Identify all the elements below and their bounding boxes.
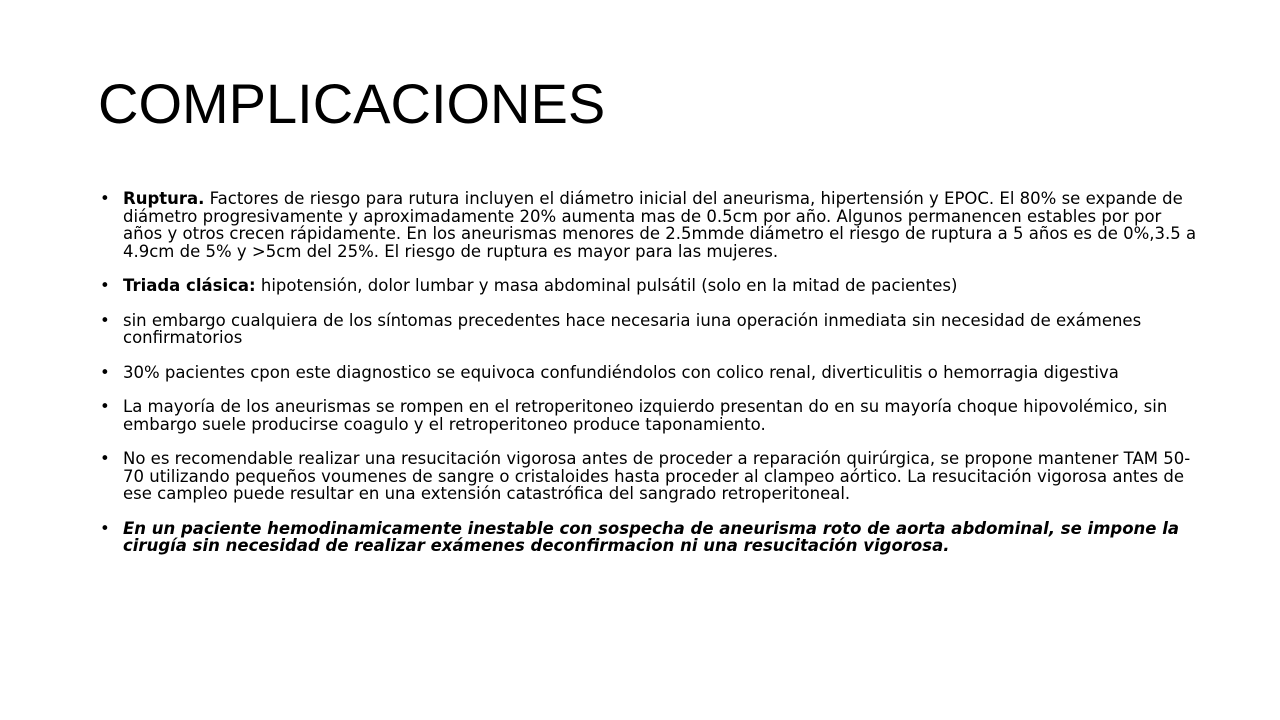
bullet-ruptura: [100, 190, 1200, 260]
bullet-dot: •: [100, 276, 110, 295]
bullet-lead: Ruptura.: [123, 189, 205, 208]
bullet-emphasis: En un paciente hemodinamicamente inestable con sospecha de aneurisma roto de aorta abdominal, se impone la cirugía sin necesidad de realizar exámenes deconfirmacion ni una resucitación vigorosa.: [123, 518, 1180, 555]
bullet-text: La mayoría de los aneurismas se rompen en el retroperitoneo izquierdo presentan do en su mayoría choque hipovolémico, sin embargo suele producirse coagulo y el retroperitoneo produce taponamiento.: [123, 397, 1168, 434]
bullet-conclusion: [100, 520, 1200, 555]
bullet-resucitacion: [100, 450, 1200, 503]
bullet-dot: •: [100, 189, 110, 208]
bullet-diagnostico: [100, 364, 1200, 382]
bullet-text: No es recomendable realizar una resucitación vigorosa antes de proceder a reparación quirúrgica, se propone mantener TAM 50-70 utilizando pequeños voumenes de sangre o cristaloides hasta proceder al clampeo aórtico. La resucitación vigorosa antes de ese campleo puede resultar en una extensión catastrófica del sangrado retroperitoneal.: [123, 449, 1191, 503]
bullet-triada: [100, 277, 1200, 295]
bullet-text: 30% pacientes cpon este diagnostico se equivoca confundiéndolos con colico renal, diverticulitis o hemorragia digestiva: [123, 362, 1119, 382]
bullet-retroperitoneo: [100, 398, 1200, 433]
bullet-dot: •: [100, 397, 110, 416]
bullet-text: Factores de riesgo para rutura incluyen el diámetro inicial del aneurisma, hipertensión y EPOC. El 80% se expande de diámetro progresivamente y aproximadamente 20% aumenta mas de 0.5cm por año. Algunos permanencen estables por por años y otros crecen rápidamente. En los aneurismas menores de 2.5mmde diámetro el riesgo de ruptura a 5 años es de 0%,3.5 a 4.9cm de 5% y >5cm del 25%. El riesgo de ruptura es mayor para las mujeres.: [123, 189, 1197, 261]
bullet-dot: •: [100, 362, 110, 382]
slide-title: COMPLICACIONES: [98, 72, 606, 135]
bullet-lead: Triada clásica:: [123, 276, 256, 295]
bullet-dot: •: [100, 518, 110, 538]
bullet-text: sin embargo cualquiera de los síntomas precedentes hace necesaria iuna operación inmediata sin necesidad de exámenes confirmatorios: [123, 310, 1142, 347]
bullet-dot: •: [100, 449, 110, 468]
bullet-list: [100, 190, 1200, 572]
bullet-sintomas: [100, 312, 1200, 347]
bullet-dot: •: [100, 310, 110, 330]
bullet-text: hipotensión, dolor lumbar y masa abdominal pulsátil (solo en la mitad de pacientes): [255, 276, 958, 295]
